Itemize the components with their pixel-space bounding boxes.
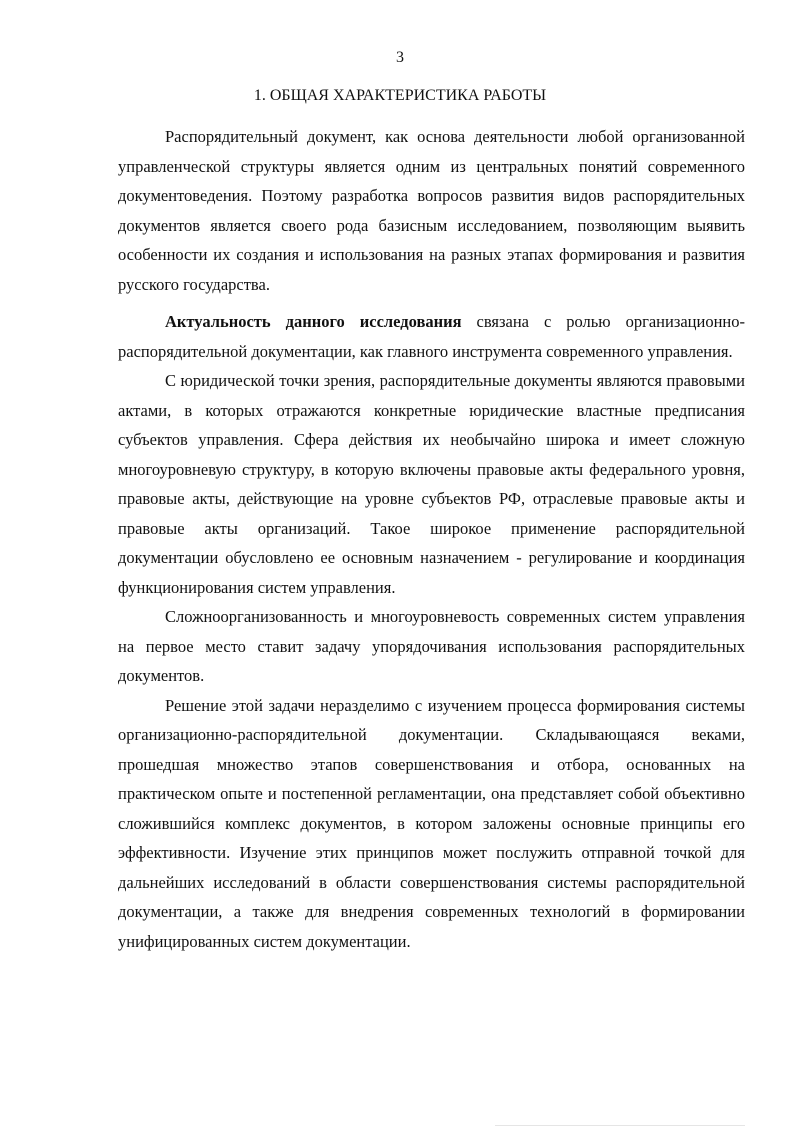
- paragraph-5: Решение этой задачи неразделимо с изучением процесса формирования системы организационно-распорядительной документации. Складывающаяся веками, прошедшая множество этапов совершенствования и отбора, основанных на практическом опыте и постепенной регламентации, она представляет собой объективно сложившийся комплекс документов, в котором заложены основные принципы его эффективности. Изучение этих принципов может послужить отправной точкой для дальнейших исследований в области совершенствования системы распорядительной документации, а также для внедрения современных технологий в формировании унифицированных систем документации.: [118, 695, 745, 951]
- scan-edge-mark: [495, 1125, 745, 1126]
- section-title: 1. ОБЩАЯ ХАРАКТЕРИСТИКА РАБОТЫ: [253, 87, 547, 104]
- page-number: 3: [396, 49, 404, 66]
- body-text: [118, 122, 745, 956]
- paragraph-4: Сложноорганизованность и многоуровневость современных систем управления на первое место ставит задачу упорядочивания использования распорядительных документов.: [118, 607, 745, 685]
- paragraph-2-text: связана с ролью организационно-распорядительной документации, как главного инструмента современного управления.: [118, 312, 745, 361]
- paragraph-1: Распорядительный документ, как основа деятельности любой организованной управленческой структуры является одним из центральных понятий современного документоведения. Поэтому разработка вопросов развития видов распорядительных документов является своего рода базисным исследованием, позволяющим выявить особенности их создания и использования на разных этапах формирования и развития русского государства.: [118, 127, 745, 294]
- paragraph-2: [118, 307, 745, 366]
- paragraph-3: С юридической точки зрения, распорядительные документы являются правовыми актами, в которых отражаются конкретные юридические властные предписания субъектов управления. Сфера действия их необычайно широка и имеет сложную многоуровневую структуру, в которую включены правовые акты федерального уровня, правовые акты, действующие на уровне субъектов РФ, отраслевые правовые акты и правовые акты организаций. Такое широкое применение распорядительной документации обусловлено ее основным назначением - регулирование и координация функционирования систем управления.: [118, 371, 745, 597]
- paragraph-2-bold-lead: Актуальность данного исследования: [165, 312, 462, 331]
